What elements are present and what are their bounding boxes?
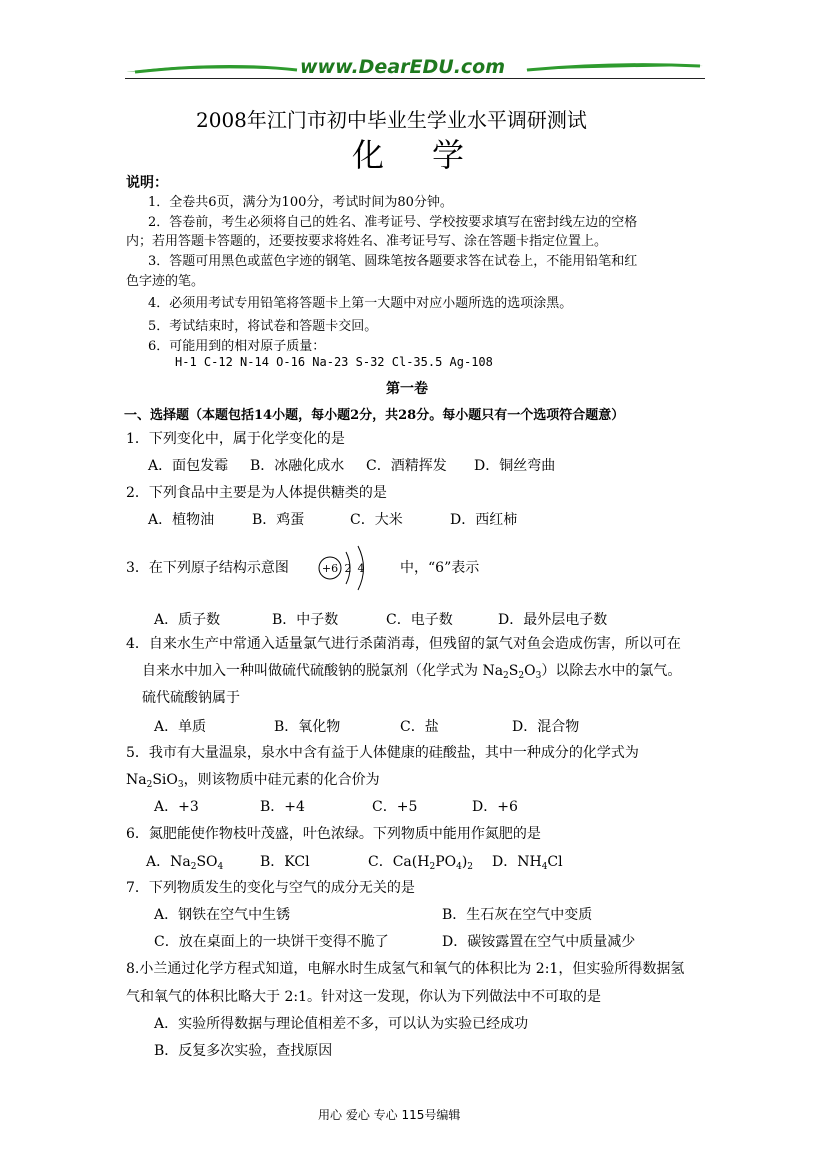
q4-option-c: C．盐 <box>400 719 439 735</box>
question-5-line1: 5．我市有大量温泉，泉水中含有益于人体健康的硅酸盐，其中一种成分的化学式为 <box>126 745 639 761</box>
subscript: 4 <box>541 862 548 872</box>
q6-text: ) <box>461 854 468 870</box>
subscript: 2 <box>503 671 509 681</box>
question-4-line3: 硫代硫酸钠属于 <box>142 690 240 706</box>
exam-title: 2008年江门市初中毕业生学业水平调研测试 <box>196 108 587 132</box>
site-logo-text: www.DearEDU.com <box>300 56 506 78</box>
q6-option-d <box>492 851 563 872</box>
subscript: 4 <box>217 862 224 872</box>
q3-option-c: C．电子数 <box>386 612 453 628</box>
question-3-stem: 3．在下列原子结构示意图 <box>126 560 289 576</box>
q3-option-b: B．中子数 <box>272 612 339 628</box>
q2-option-d: D．西红柿 <box>450 512 518 528</box>
q6-text: Cl <box>547 854 563 870</box>
q2-option-c: C．大米 <box>350 512 403 528</box>
nucleus-charge: +6 <box>321 562 339 575</box>
note-line: 1．全卷共6页，满分为100分，考试时间为80分钟。 <box>148 195 453 210</box>
q5-text: Na <box>126 772 147 788</box>
q4-option-a: A．单质 <box>154 719 207 735</box>
question-4-line1: 4．自来水生产中常通入适量氯气进行杀菌消毒，但残留的氯气对鱼会造成伤害，所以可在 <box>126 636 681 652</box>
q6-text: A．Na <box>146 854 191 870</box>
q6-text: PO <box>435 854 457 870</box>
note-line: 6．可能用到的相对原子质量： <box>148 339 326 354</box>
q5-option-b: B．+4 <box>260 799 305 815</box>
q5-text: SiO <box>152 772 178 788</box>
q6-text: SO <box>196 854 218 870</box>
section-heading: 一、选择题（本题包括14小题，每小题2分，共28分。每小题只有一个选项符合题意） <box>124 408 625 423</box>
header-rule <box>125 78 705 79</box>
q1-option-c: C．酒精挥发 <box>366 458 447 474</box>
q4-text: 自来水中加入一种叫做硫代硫酸钠的脱氯剂（化学式为 Na <box>142 663 504 679</box>
q3-option-a: A．质子数 <box>154 612 221 628</box>
q4-text: S <box>508 663 519 679</box>
question-3-stem-end: 中，“6”表示 <box>400 560 480 576</box>
q6-option-a <box>146 851 223 872</box>
q5-option-a: A．+3 <box>154 799 199 815</box>
question-1-stem: 1．下列变化中，属于化学变化的是 <box>126 431 345 447</box>
subscript: 2 <box>146 780 153 790</box>
q1-option-a: A．面包发霉 <box>148 458 229 474</box>
subject-title: 化学 <box>352 136 513 174</box>
q4-option-d: D．混合物 <box>512 719 580 735</box>
subscript: 3 <box>535 671 542 681</box>
subscript: 2 <box>190 862 197 872</box>
page-footer: 用心 爱心 专心 115号编辑 <box>318 1108 461 1122</box>
volume-title: 第一卷 <box>386 381 428 397</box>
q8-option-b: B．反复多次实验，查找原因 <box>154 1043 333 1059</box>
question-2-stem: 2．下列食品中主要是为人体提供糖类的是 <box>126 485 387 501</box>
shell-1-electrons: 2 <box>344 562 352 575</box>
q4-text: ）以除去水中的氯气。 <box>541 663 682 679</box>
q6-option-c <box>368 851 473 872</box>
q6-text: C．Ca(H <box>368 854 430 870</box>
note-line: 4．必须用考试专用铅笔将答题卡上第一大题中对应小题所选的选项涂黑。 <box>148 296 573 311</box>
note-line: 色字迹的笔。 <box>126 274 205 289</box>
question-8-line2: 气和氧气的体积比略大于 2:1。针对这一发现，你认为下列做法中不可取的是 <box>126 989 601 1005</box>
subscript: 3 <box>177 780 184 790</box>
subscript: 4 <box>456 862 462 872</box>
q6-text: D．NH <box>492 854 542 870</box>
question-7-stem: 7．下列物质发生的变化与空气的成分无关的是 <box>126 880 415 896</box>
q8-option-a: A．实验所得数据与理论值相差不多，可以认为实验已经成功 <box>154 1016 529 1032</box>
q2-option-a: A．植物油 <box>148 512 215 528</box>
question-5-line2 <box>126 769 380 790</box>
subscript: 2 <box>467 862 474 872</box>
note-line: 2．答卷前，考生必须将自己的姓名、准考证号、学校按要求填写在密封线左边的空格 <box>148 215 638 230</box>
atomic-masses: H-1 C-12 N-14 O-16 Na-23 S-32 Cl-35.5 Ag-108 <box>175 355 493 369</box>
q1-option-d: D．铜丝弯曲 <box>474 458 556 474</box>
q4-text: O <box>524 663 536 679</box>
subscript: 2 <box>429 862 436 872</box>
question-4-line2 <box>142 660 681 681</box>
question-6-stem: 6．氮肥能使作物枝叶茂盛，叶色浓绿。下列物质中能用作氮肥的是 <box>126 826 541 842</box>
q7-option-d: D．碳铵露置在空气中质量减少 <box>442 934 636 950</box>
question-8-line1: 8.小兰通过化学方程式知道，电解水时生成氢气和氧气的体积比为 2:1，但实验所得数据氢 <box>126 961 685 977</box>
q5-option-c: C．+5 <box>372 799 418 815</box>
note-line: 内；若用答题卡答题的，还要按要求将姓名、准考证号写、涂在答题卡指定位置上。 <box>126 234 608 249</box>
notes-heading: 说明： <box>126 175 168 191</box>
q5-text: ，则该物质中硅元素的化合价为 <box>183 772 380 788</box>
q3-option-d: D．最外层电子数 <box>498 612 608 628</box>
q6-option-b: B．KCl <box>260 854 310 870</box>
subscript: 2 <box>518 671 525 681</box>
atom-structure-diagram <box>314 542 374 592</box>
shell-2-electrons: 4 <box>357 562 365 575</box>
note-line: 5．考试结束时，将试卷和答题卡交回。 <box>148 319 378 334</box>
q7-option-c: C．放在桌面上的一块饼干变得不脆了 <box>154 934 389 950</box>
q2-option-b: B．鸡蛋 <box>252 512 305 528</box>
q5-option-d: D．+6 <box>472 799 518 815</box>
q4-option-b: B．氧化物 <box>274 719 341 735</box>
q1-option-b: B．冰融化成水 <box>250 458 345 474</box>
q7-option-a: A．钢铁在空气中生锈 <box>154 907 291 923</box>
note-line: 3．答题可用黑色或蓝色字迹的钢笔、圆珠笔按各题要求答在试卷上，不能用铅笔和红 <box>148 254 638 269</box>
q7-option-b: B．生石灰在空气中变质 <box>442 907 593 923</box>
